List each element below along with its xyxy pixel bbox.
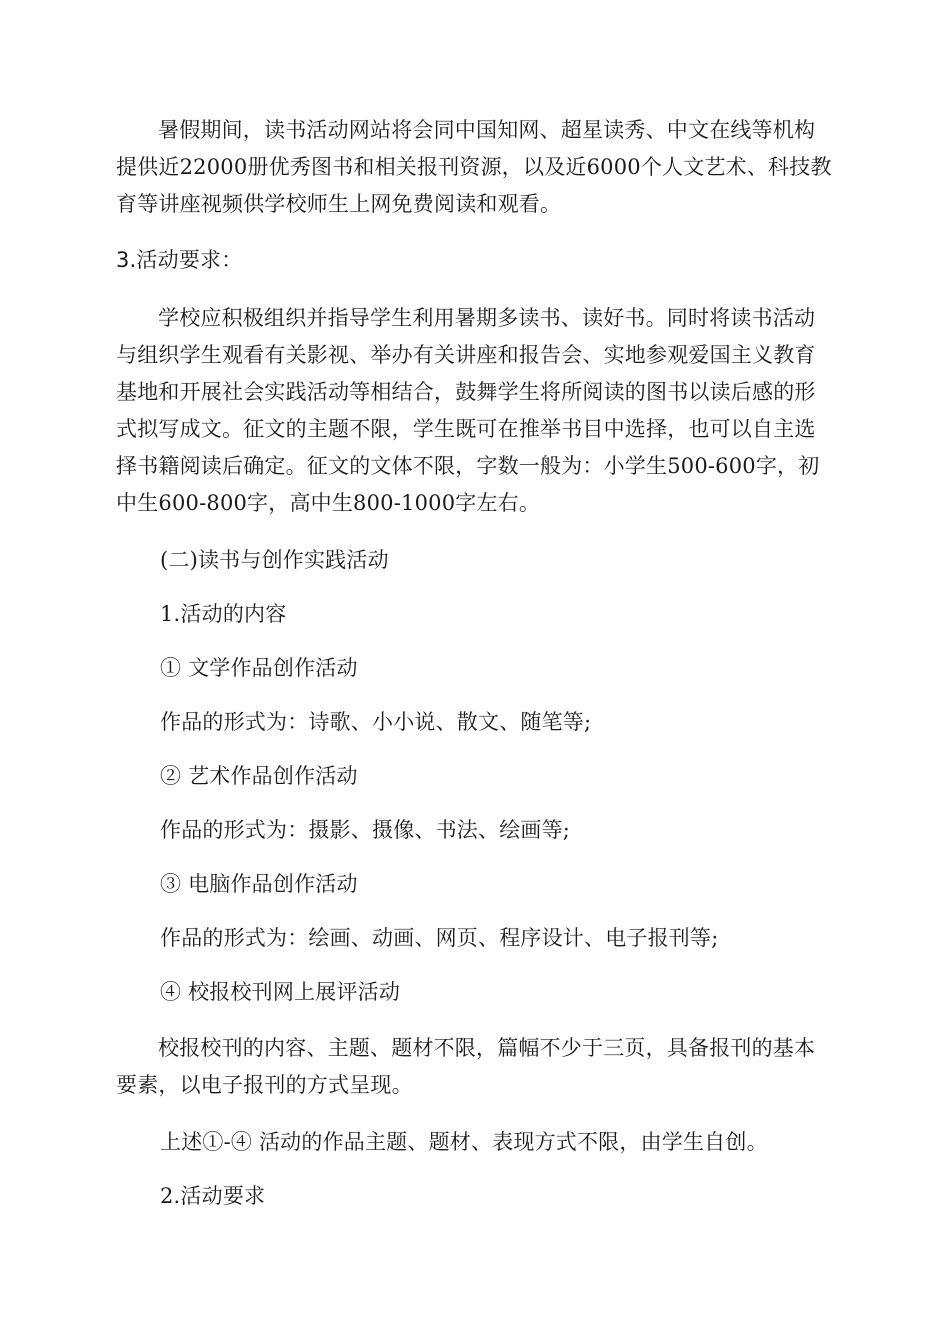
heading-reading-creation: (二)读书与创作实践活动 — [160, 548, 389, 572]
item-school-newspaper: ④ 校报校刊网上展评活动 — [160, 980, 401, 1004]
paragraph-newspaper-requirements: 校报校刊的内容、主题、题材不限，篇幅不少于三页，具备报刊的基本要素，以电子报刊的方式呈现。 — [116, 1036, 816, 1097]
item-literary-forms: 作品的形式为：诗歌、小小说、散文、随笔等; — [160, 710, 592, 734]
heading-activity-requirements: 3.活动要求： — [116, 248, 243, 272]
heading-activity-requirements-2: 2.活动要求 — [160, 1184, 266, 1208]
paragraph-resources: 暑假期间，读书活动网站将会同中国知网、超星读秀、中文在线等机构提供近22000册优秀图书和相关报刊资源，以及近6000个人文艺术、科技教育等讲座视频供学校师生上网免费阅读和观看。 — [116, 118, 832, 216]
heading-activity-content: 1.活动的内容 — [160, 602, 287, 626]
item-art-works: ② 艺术作品创作活动 — [160, 764, 358, 788]
item-computer-works: ③ 电脑作品创作活动 — [160, 872, 358, 896]
paragraph-works-summary: 上述①-④ 活动的作品主题、题材、表现方式不限，由学生自创。 — [160, 1130, 768, 1154]
item-literary-works: ① 文学作品创作活动 — [160, 656, 358, 680]
paragraph-school-guidance: 学校应积极组织并指导学生利用暑期多读书、读好书。同时将读书活动与组织学生观看有关影视、举办有关讲座和报告会、实地参观爱国主义教育基地和开展社会实践活动等相结合，鼓舞学生将所阅读的图书以读后感的形式拟写成文。征文的主题不限，学生既可在推举书目中选择，也可以自主选择书籍阅读后确定。征文的文体不限，字数一般为：小学生500-600字，初中生600-800字，高中生800-1000字左右。 — [116, 306, 820, 515]
item-art-forms: 作品的形式为：摄影、摄像、书法、绘画等; — [160, 818, 571, 842]
item-computer-forms: 作品的形式为：绘画、动画、网页、程序设计、电子报刊等; — [160, 926, 719, 950]
